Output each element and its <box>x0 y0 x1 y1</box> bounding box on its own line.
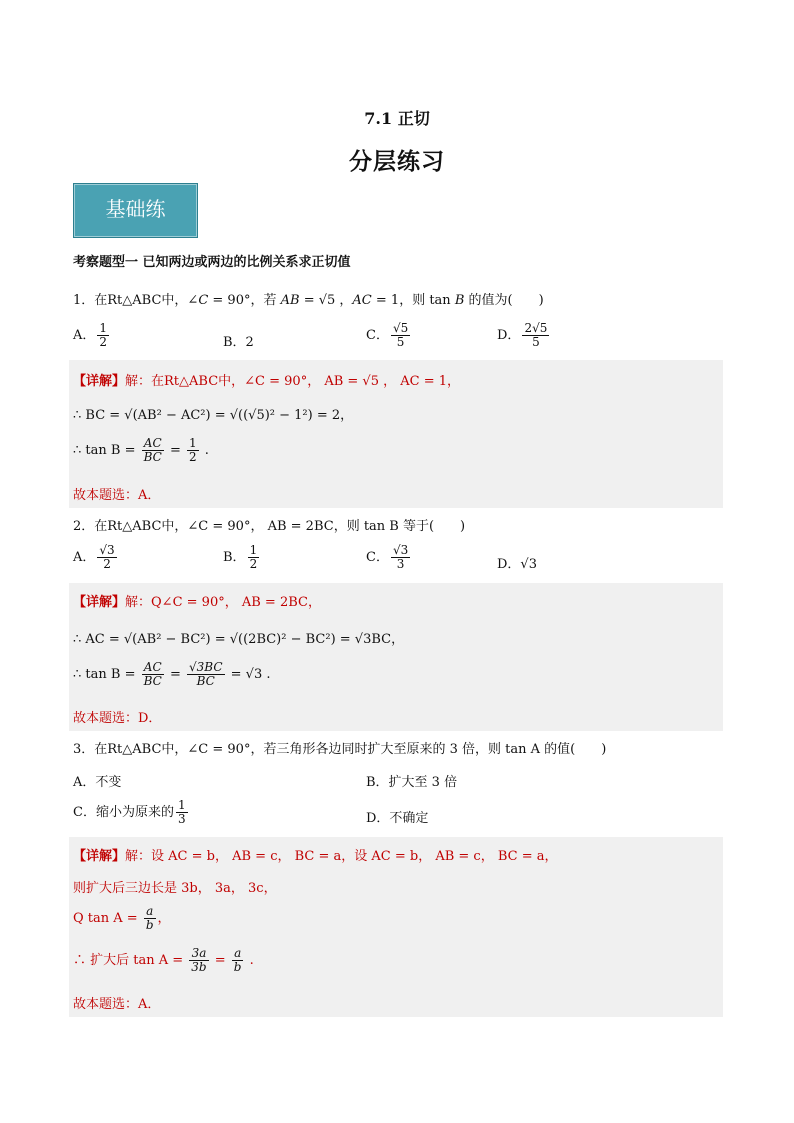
q1-option-c[interactable]: C． $\frac{√5}{5}$ <box>366 321 409 349</box>
level-badge: 基础练 <box>73 183 198 238</box>
q2-option-b[interactable]: B． $\frac{1}{2}$ <box>223 543 258 571</box>
q2-option-d[interactable]: D．√3 <box>497 557 537 572</box>
q1-option-d[interactable]: D． $\frac{2√5}{5}$ <box>497 321 548 349</box>
q3-answer-line-3: Q tan A = $\frac{a}{b}$ ， <box>73 904 171 932</box>
q3-option-c[interactable]: C．缩小为原来的 $\frac{1}{3}$ <box>73 798 186 826</box>
q2-option-c[interactable]: C． $\frac{√3}{3}$ <box>366 543 409 571</box>
q1-option-b[interactable]: B．2 <box>223 335 254 350</box>
q2-option-a[interactable]: A． $\frac{√3}{2}$ <box>73 543 115 571</box>
page-subtitle: 分层练习 <box>349 148 445 175</box>
q1-answer-conclusion: 故本题选：A． <box>73 488 161 503</box>
q1-answer-line-2: ∴ BC = √(AB² − AC²) = √((√5)² − 1²) = 2， <box>73 408 354 423</box>
q2-answer-conclusion: 故本题选：D． <box>73 711 162 726</box>
q3-answer-line-1: 【详解】解：设 AC = b， AB = c， BC = a，设 AC = b， AB = c， BC = a， <box>73 849 558 864</box>
q2-answer-line-3: ∴ tan B = $\frac{AC}{BC}$ = $\frac{√3BC}{BC}$ = √3 . <box>73 660 271 688</box>
q2-answer-line-1: 【详解】解：Q∠C = 90°， AB = 2BC， <box>73 595 321 610</box>
q1-answer-line-1: 【详解】解：在Rt△ABC中，∠C = 90°， AB = √5 ， AC = 1， <box>73 374 461 389</box>
q3-answer-conclusion: 故本题选：A． <box>73 997 161 1012</box>
question-3-stem: 3．在Rt△ABC中，∠C = 90°，若三角形各边同时扩大至原来的 3 倍，则 tan A 的值( ) <box>73 742 607 757</box>
q3-answer-line-2: 则扩大后三边长是 3b， 3a， 3c， <box>73 881 277 896</box>
q3-option-a[interactable]: A．不变 <box>73 775 122 790</box>
lesson-title: 7.1 正切 <box>364 109 430 128</box>
question-1-stem: 1．在Rt△ABC中，∠C = 90°，若 AB = √5 ，AC = 1，则 tan B 的值为( ) <box>73 293 544 308</box>
q1-option-a[interactable]: A． $\frac{1}{2}$ <box>73 321 108 349</box>
q3-option-b[interactable]: B．扩大至 3 倍 <box>366 775 458 790</box>
q2-answer-line-2: ∴ AC = √(AB² − BC²) = √((2BC)² − BC²) = √3BC， <box>73 632 405 647</box>
question-2-stem: 2．在Rt△ABC中，∠C = 90°， AB = 2BC，则 tan B 等于( ) <box>73 519 466 534</box>
section-heading: 考察题型一 已知两边或两边的比例关系求正切值 <box>73 255 351 270</box>
q1-answer-line-3: ∴ tan B = $\frac{AC}{BC}$ = $\frac{1}{2}$ . <box>73 436 209 464</box>
q3-answer-line-4: ∴ 扩大后 tan A = $\frac{3a}{3b}$ = $\frac{a}{b}$ . <box>73 946 254 974</box>
q3-option-d[interactable]: D．不确定 <box>366 811 429 826</box>
